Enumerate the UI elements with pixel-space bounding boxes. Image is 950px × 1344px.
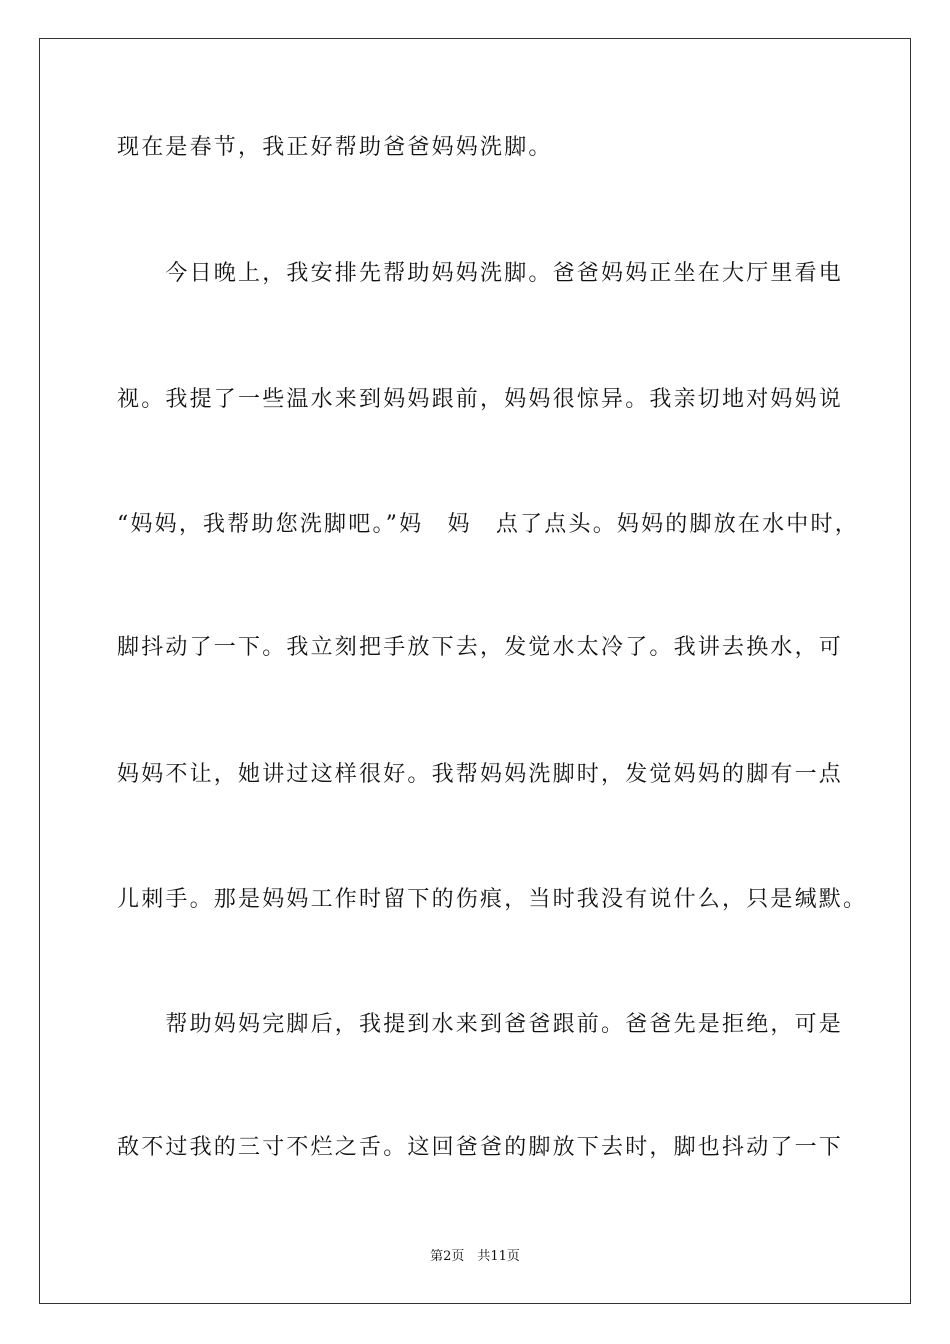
page-number-label: 第2页 共11页 — [430, 1249, 520, 1264]
paragraph-line-5: 脚抖动了一下。我立刻把手放下去，发觉水太冷了。我讲去换水，可 — [117, 635, 844, 660]
paragraph-line-1: 现在是春节，我正好帮助爸爸妈妈洗脚。 — [117, 135, 553, 160]
paragraph-line-7: 儿刺手。那是妈妈工作时留下的伤痕，当时我没有说什么，只是缄默。 — [117, 887, 868, 912]
paragraph-line-6: 妈妈不让，她讲过这样很好。我帮妈妈洗脚时，发觉妈妈的脚有一点 — [117, 762, 844, 787]
page-footer — [0, 1248, 950, 1266]
paragraph-line-4: “妈妈，我帮助您洗脚吧。”妈 妈 点了点头。妈妈的脚放在水中时， — [117, 512, 859, 537]
page-frame — [39, 38, 911, 1304]
paragraph-line-8: 帮助妈妈完脚后，我提到水来到爸爸跟前。爸爸先是拒绝，可是 — [117, 1012, 844, 1037]
paragraph-line-9: 敌不过我的三寸不烂之舌。这回爸爸的脚放下去时，脚也抖动了一下 — [117, 1135, 844, 1160]
paragraph-line-2: 今日晚上，我安排先帮助妈妈洗脚。爸爸妈妈正坐在大厅里看电 — [117, 261, 844, 286]
paragraph-line-3: 视。我提了一些温水来到妈妈跟前，妈妈很惊异。我亲切地对妈妈说 — [117, 387, 844, 412]
